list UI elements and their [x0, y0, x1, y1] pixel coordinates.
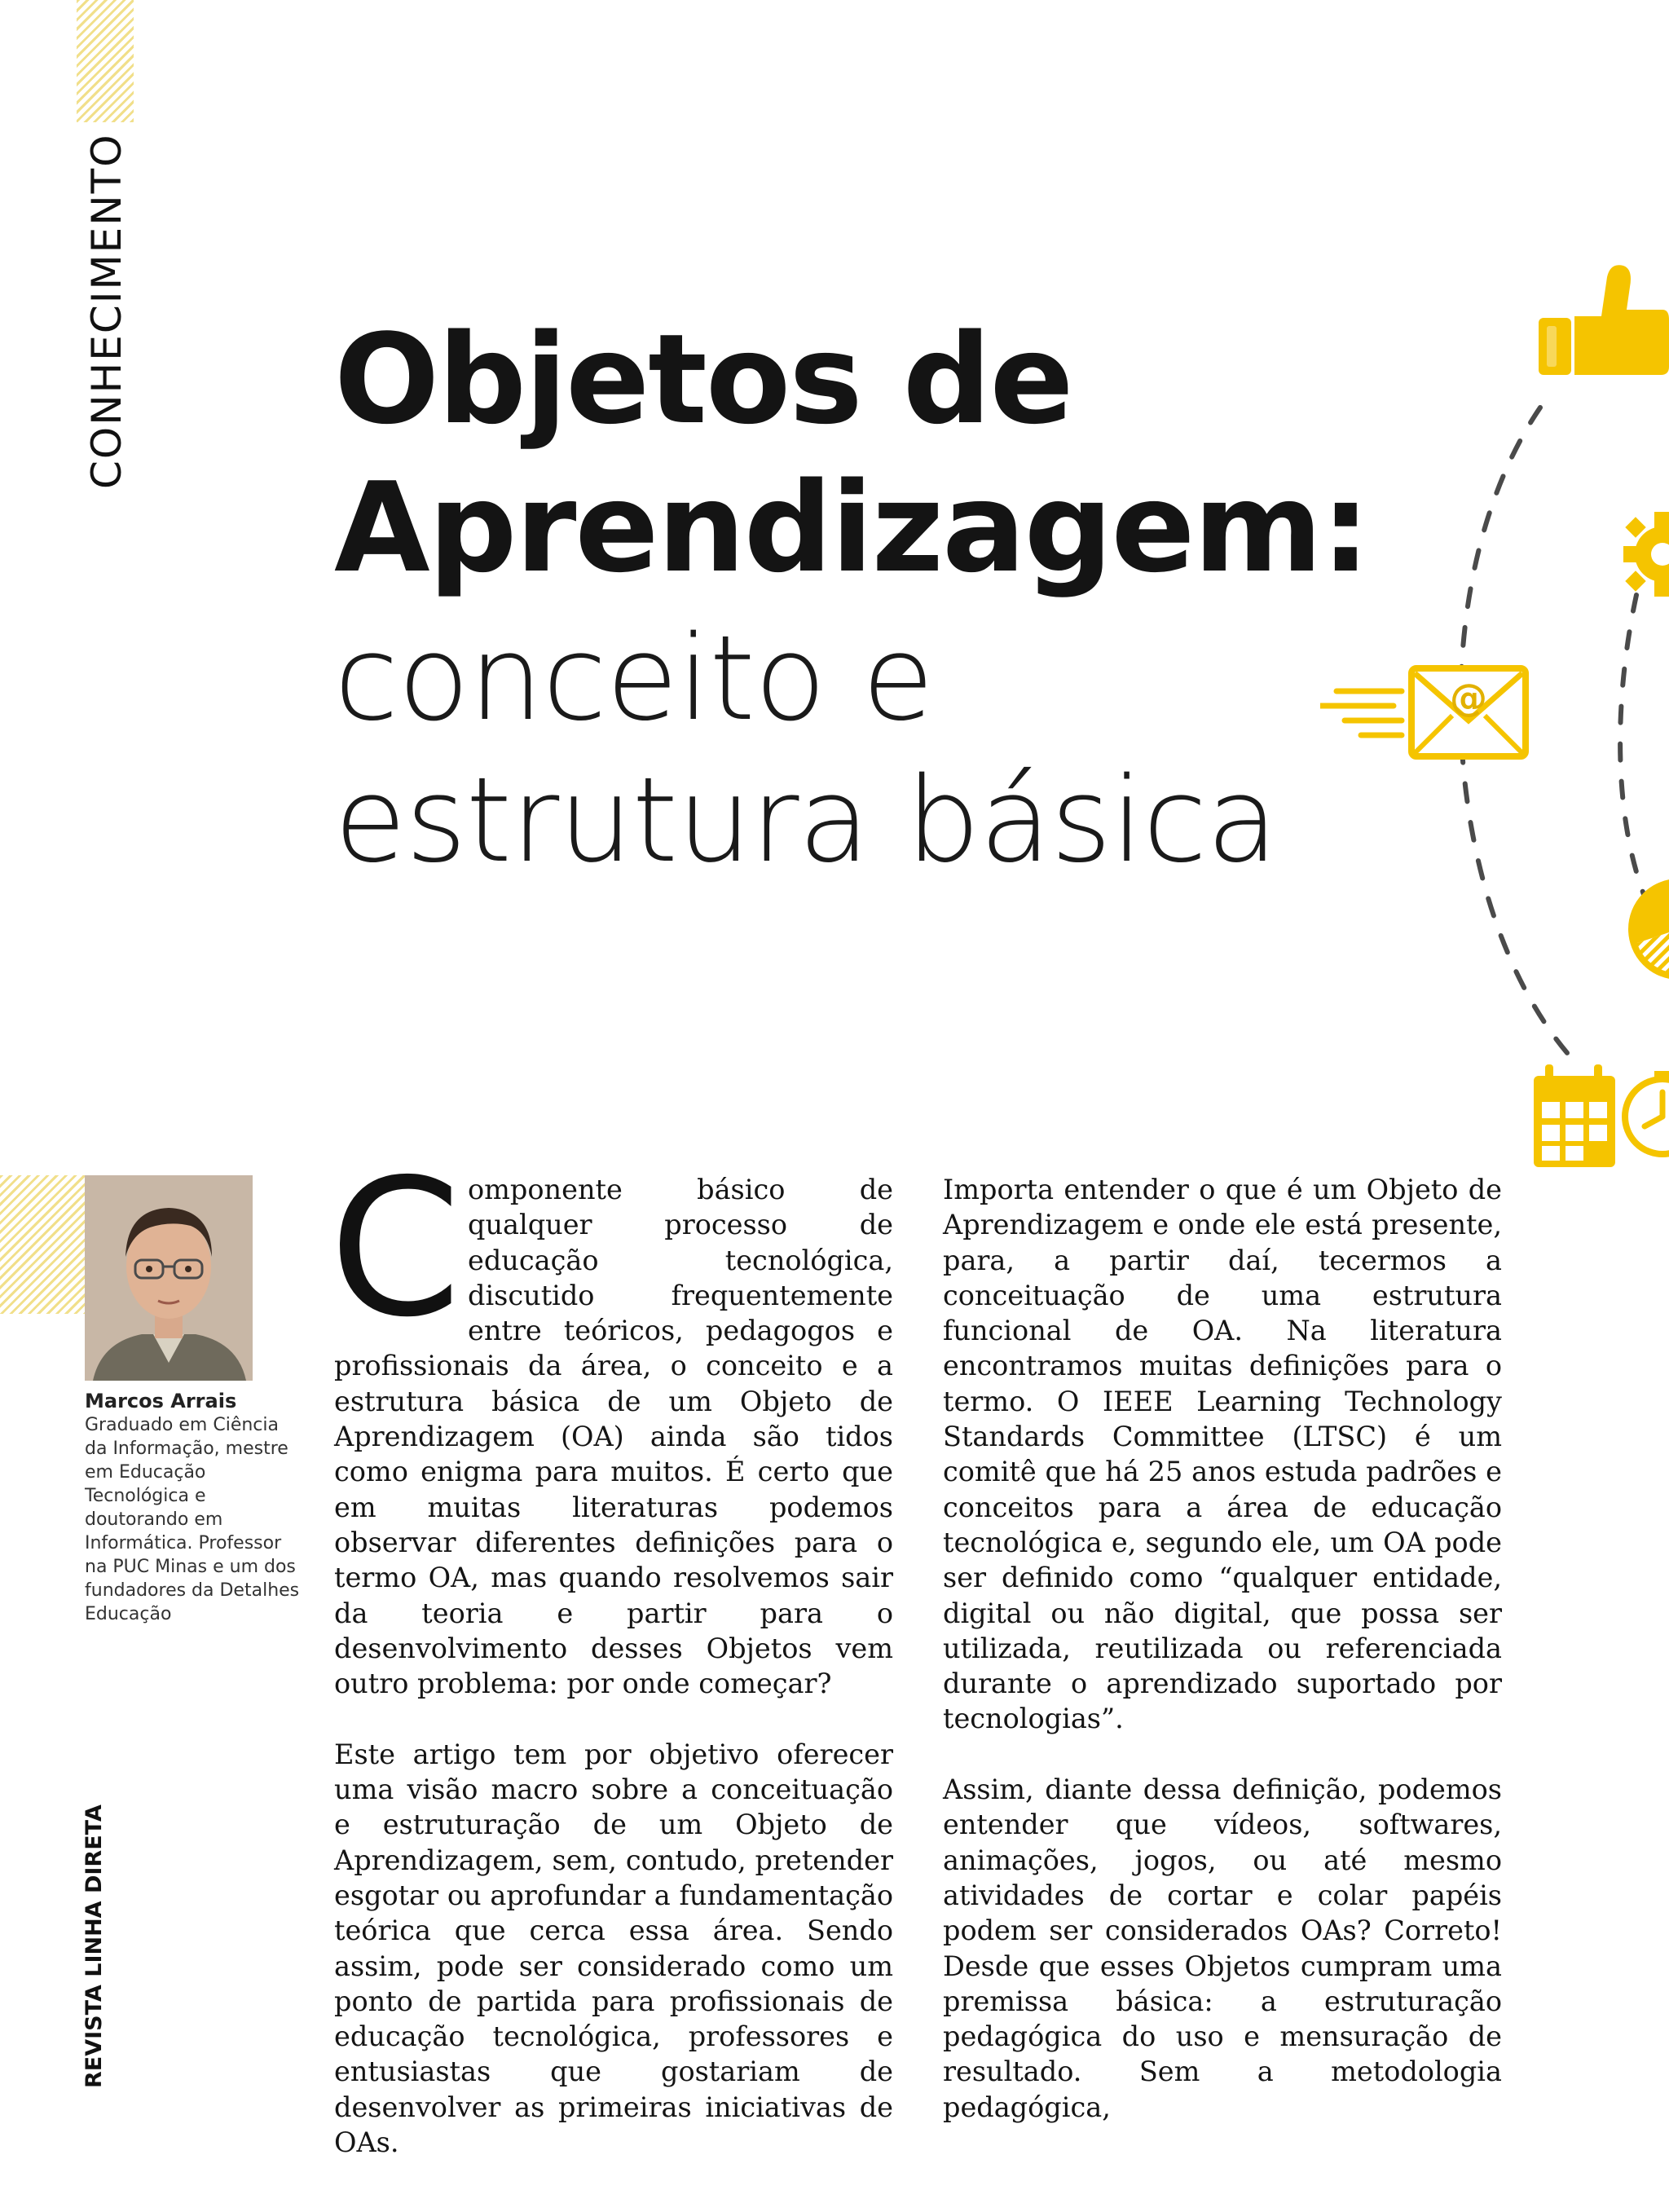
- paragraph-1-text: omponente básico de qualquer processo de educação tecnológica, discutido frequentemente entre teóricos, pedagogos e profissionais da área, o conceito e a estrutura básica de um Objeto de Aprendizagem (OA) ainda são tidos como enigma para muitos. É certo que em muitas literaturas podemos observar diferentes definições para o termo OA, mas quando resolvemos sair da teoria e partir para o desenvolvimento desses Objetos vem outro problema: por onde começar?: [334, 1174, 893, 1700]
- learning-icons-illustration: [1320, 245, 1669, 1182]
- email-at-symbol: @: [1450, 676, 1487, 720]
- thumbs-up-icon: [1539, 265, 1669, 375]
- calendar-icon: [1534, 1064, 1615, 1167]
- article-paragraph-4: Assim, diante dessa definição, podemos entender que vídeos, softwares, animações, jogos, ou até mesmo atividades de cortar e colar papéis podem ser considerados OAs? Correto! Desde que esses Objetos cumpram uma premissa básica: a estruturação pedagógica do uso e mensuração de resultado. Sem a metodologia pedagógica,: [943, 1774, 1502, 2123]
- magazine-label: REVISTA LINHA DIRETA: [81, 1804, 107, 2088]
- email-icon: [1320, 668, 1526, 756]
- article-column-left: [329, 1139, 893, 2160]
- drop-cap: C: [329, 1139, 461, 1359]
- article-paragraph-3: Importa entender o que é um Objeto de Aprendizagem e onde ele está presente, para, a partir daí, tecermos a conceituação de uma estrutura funcional de OA. Na literatura encontramos muitas definições para o termo. O IEEE Learning Technology Standards Committee (LTSC) é um comitê que há 25 anos estuda padrões e conceitos para a área de educação tecnológica e, segundo ele, um OA pode ser definido como “qualquer entidade, digital ou não digital, que possa ser utilizada, reutilizada ou referenciada durante o aprendizado suportado por tecnologias”.: [943, 1174, 1502, 1735]
- title-line-4: estrutura básica: [334, 751, 1278, 888]
- pie-chart-icon: [1632, 882, 1669, 976]
- dashed-arc-inner: [1620, 595, 1645, 897]
- title-line-2: Aprendizagem:: [334, 456, 1369, 600]
- decorative-hatch-top: [77, 0, 134, 122]
- title-line-1: Objetos de: [334, 307, 1072, 452]
- article-column-right: [943, 1172, 1502, 2125]
- clock-icon: [1625, 1071, 1669, 1154]
- author-name: Marcos Arrais: [85, 1390, 237, 1412]
- article-paragraph-1: [329, 1139, 893, 1701]
- decorative-hatch-author: [0, 1175, 85, 1314]
- article-paragraph-2: Este artigo tem por objetivo oferecer uma visão macro sobre a conceituação e estruturação de um Objeto de Aprendizagem, sem, contudo, pretender esgotar ou aprofundar a fundamentação teórica que cerca essa área. Sendo assim, pode ser considerado como um ponto de partida para profissionais de educação tecnológica, professores e entusiastas que gostariam de desenvolver as primeiras iniciativas de OAs.: [334, 1738, 893, 2159]
- article-title: [334, 306, 1394, 891]
- title-line-3: conceito e: [334, 610, 934, 747]
- gear-icon: [1623, 512, 1669, 597]
- author-info: [85, 1389, 305, 1626]
- section-label: CONHECIMENTO: [83, 133, 130, 489]
- author-photo: [85, 1175, 253, 1381]
- author-bio: Graduado em Ciência da Informação, mestre em Educação Tecnológica e doutorando em Informática. Professor na PUC Minas e um dos fundadores da Detalhes Educação: [85, 1415, 300, 1624]
